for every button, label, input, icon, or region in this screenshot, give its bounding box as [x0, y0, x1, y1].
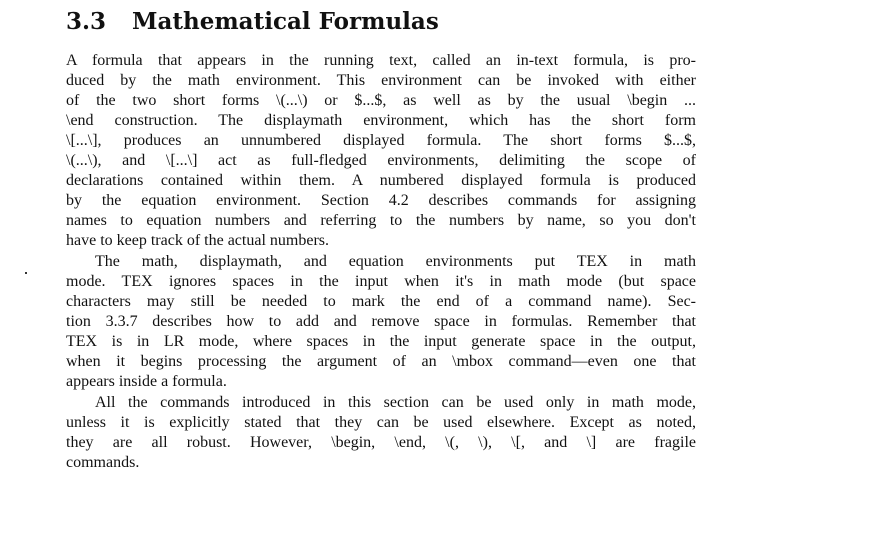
paragraph-line: commands.: [66, 454, 140, 471]
paragraph-line: unless it is explicitly stated that they can be used elsewhere. Except as noted,: [66, 414, 696, 431]
paragraph-line: \[...\], produces an unnumbered displayed formula. The short forms $...$,: [66, 132, 696, 149]
paragraph-line: of the two short forms \(...\) or $...$, as well as by the usual \begin ...: [66, 92, 696, 109]
paragraph-line: The math, displaymath, and equation environments put TEX in math: [95, 253, 696, 270]
paragraph-line: All the commands introduced in this section can be used only in math mode,: [95, 394, 696, 411]
paragraph-line: mode. TEX ignores spaces in the input when it's in math mode (but space: [66, 273, 696, 290]
paragraph-line: declarations contained within them. A numbered displayed formula is produced: [66, 172, 696, 189]
paragraph-line: names to equation numbers and referring to the numbers by name, so you don't: [66, 212, 696, 229]
section-title: Mathematical Formulas: [132, 8, 439, 35]
paragraph-line: by the equation environment. Section 4.2 describes commands for assigning: [66, 192, 696, 209]
margin-dot: [25, 272, 27, 274]
paragraph-line: tion 3.3.7 describes how to add and remove space in formulas. Remember that: [66, 313, 696, 330]
paragraph-line: \end construction. The displaymath environment, which has the short form: [66, 112, 696, 129]
paragraph-line: they are all robust. However, \begin, \end, \(, \), \[, and \] are fragile: [66, 434, 696, 451]
paragraph-line: A formula that appears in the running text, called an in-text formula, is pro-: [66, 52, 696, 69]
paragraph-line: \(...\), and \[...\] act as full-fledged environments, delimiting the scope of: [66, 152, 696, 169]
section-heading: [66, 6, 439, 38]
section-number: 3.3: [66, 8, 107, 35]
paragraph-line: appears inside a formula.: [66, 373, 227, 390]
paragraph-line: have to keep track of the actual numbers.: [66, 232, 329, 249]
paragraph-line: duced by the math environment. This environment can be invoked with either: [66, 72, 696, 89]
paragraph-line: characters may still be needed to mark the end of a command name). Sec-: [66, 293, 696, 310]
paragraph-line: TEX is in LR mode, where spaces in the input generate space in the output,: [66, 333, 696, 350]
paragraph-line: when it begins processing the argument of an \mbox command—even one that: [66, 353, 696, 370]
